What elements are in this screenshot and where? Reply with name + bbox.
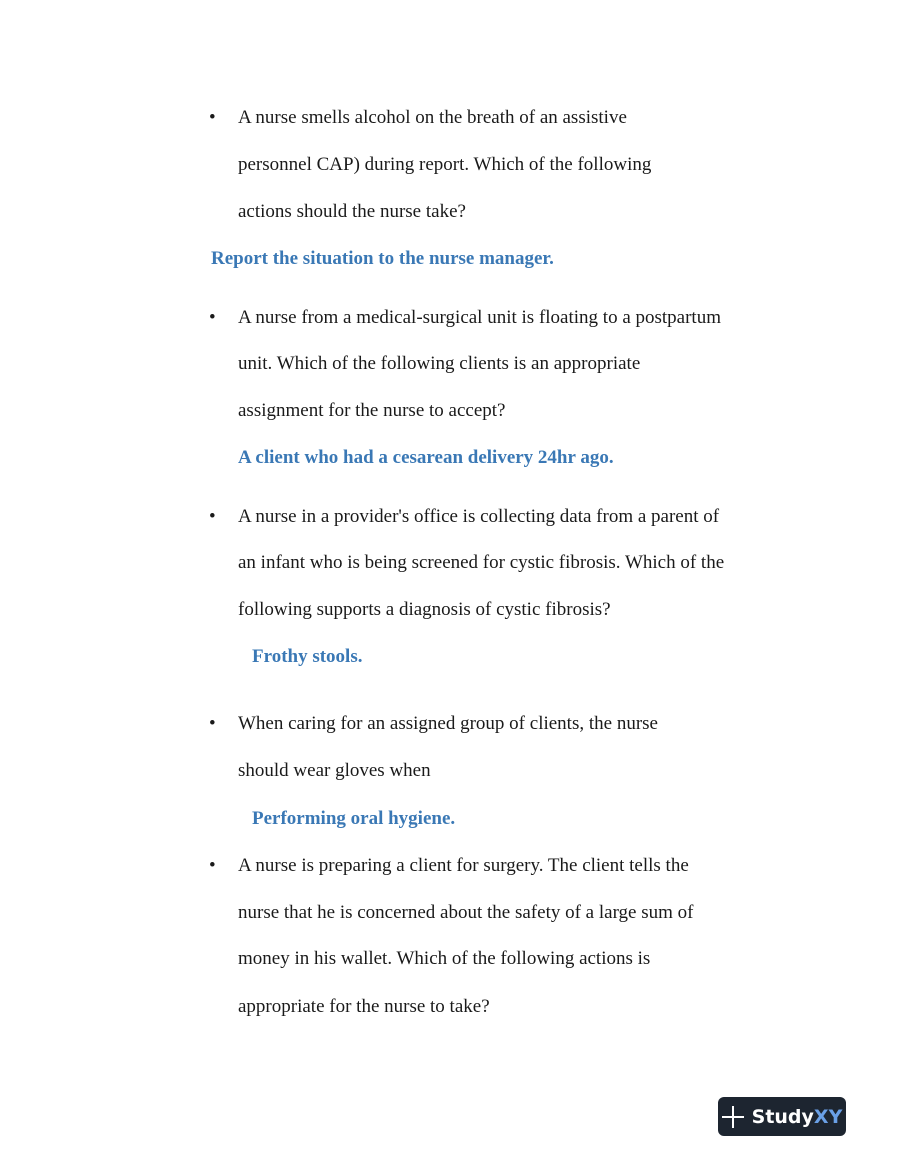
- question-3-line-2: an infant who is being screened for cystic fibrosis. Which of the: [238, 552, 725, 573]
- question-4-line-1: When caring for an assigned group of clients, the nurse: [238, 713, 658, 734]
- answer-3: Frothy stools.: [252, 646, 363, 667]
- question-3-line-1: A nurse in a provider's office is collecting data from a parent of: [238, 506, 720, 527]
- answer-2: A client who had a cesarean delivery 24hr ago.: [238, 447, 614, 468]
- question-4-line-2: should wear gloves when: [238, 760, 431, 781]
- logo-word-xy: XY: [813, 1105, 843, 1128]
- question-2-line-1: A nurse from a medical-surgical unit is floating to a postpartum: [238, 307, 721, 328]
- bullet-1: •: [209, 107, 216, 128]
- plus-icon: [722, 1106, 744, 1128]
- question-5-line-3: money in his wallet. Which of the following actions is: [238, 948, 651, 969]
- bullet-4: •: [209, 713, 216, 734]
- logo-word-study: Study: [751, 1105, 814, 1128]
- bullet-2: •: [209, 307, 216, 328]
- question-1-line-1: A nurse smells alcohol on the breath of an assistive: [238, 107, 627, 128]
- bullet-5: •: [209, 855, 216, 876]
- bullet-3: •: [209, 506, 216, 527]
- question-2-line-2: unit. Which of the following clients is an appropriate: [238, 353, 641, 374]
- answer-1: Report the situation to the nurse manager.: [211, 248, 554, 269]
- question-2-line-3: assignment for the nurse to accept?: [238, 400, 506, 421]
- question-1-line-3: actions should the nurse take?: [238, 201, 466, 222]
- studyxy-logo: [718, 1097, 846, 1136]
- answer-4: Performing oral hygiene.: [252, 808, 456, 829]
- question-5-line-2: nurse that he is concerned about the safety of a large sum of: [238, 902, 694, 923]
- question-5-line-4: appropriate for the nurse to take?: [238, 996, 490, 1017]
- question-3-line-3: following supports a diagnosis of cystic fibrosis?: [238, 599, 611, 620]
- question-1-line-2: personnel CAP) during report. Which of the following: [238, 154, 652, 175]
- question-5-line-1: A nurse is preparing a client for surgery. The client tells the: [238, 855, 689, 876]
